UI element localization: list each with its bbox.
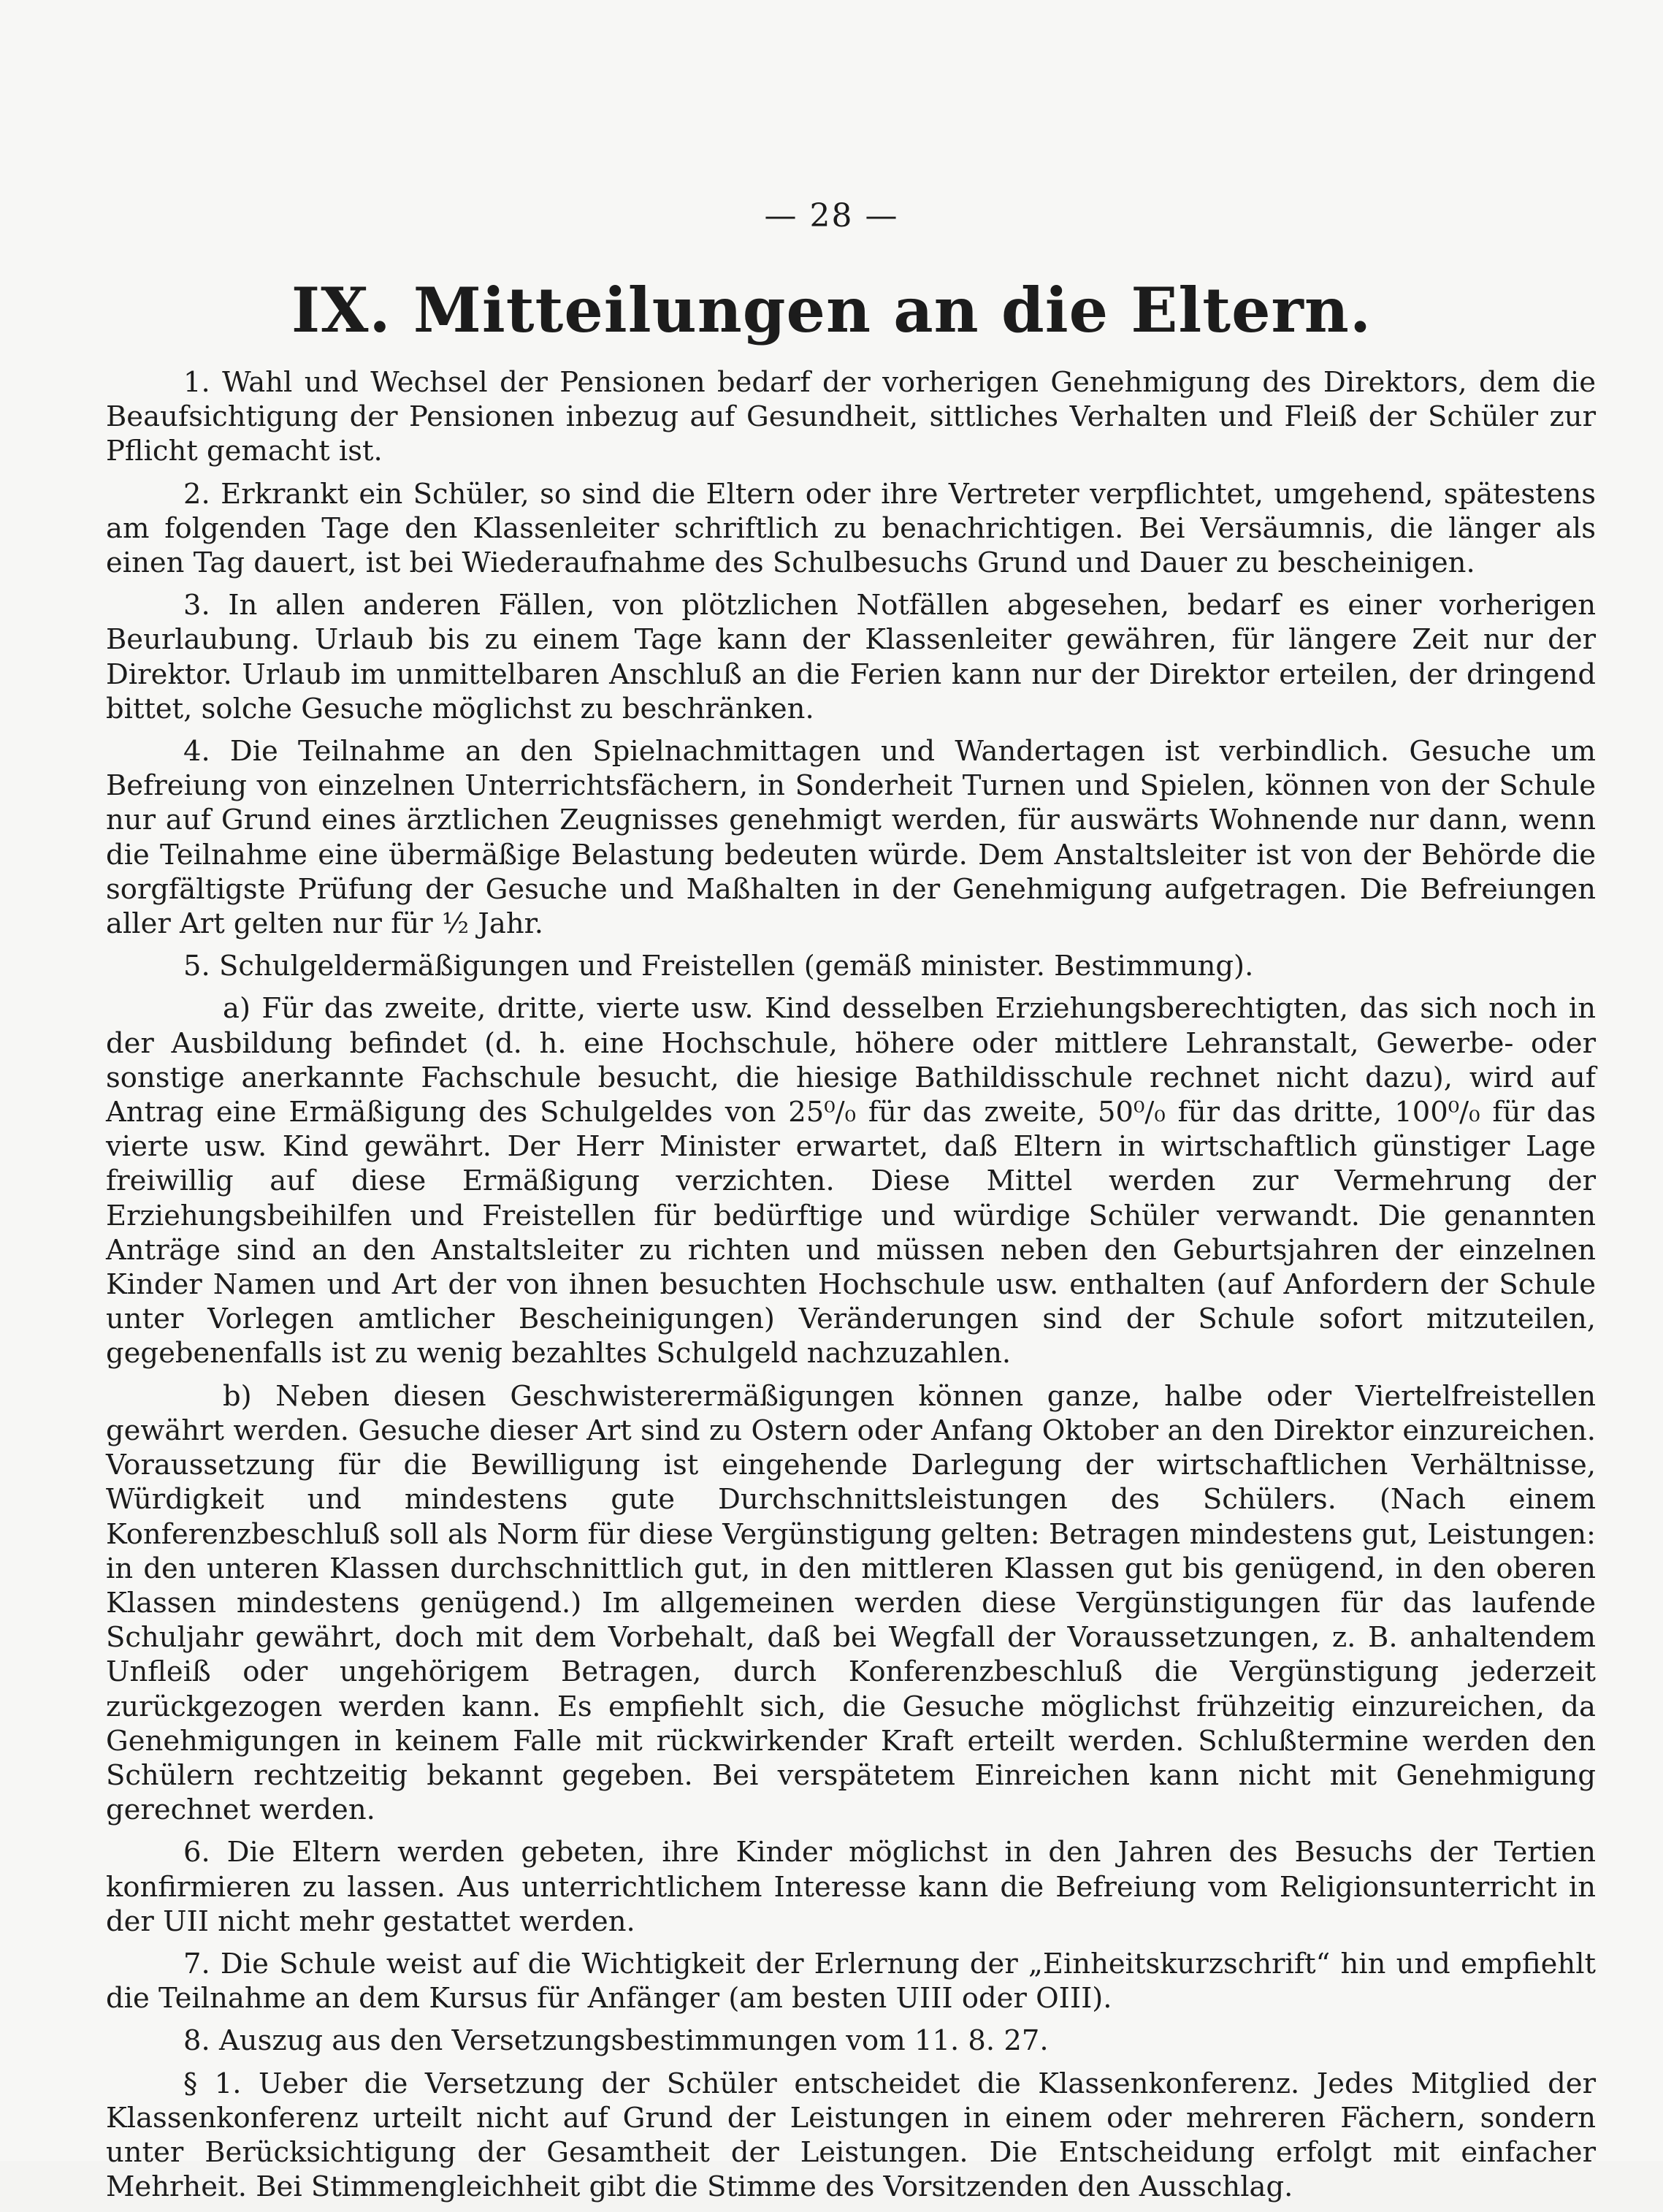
- paragraph-7-shorthand: 7. Die Schule weist auf die Wichtigkeit der Erlernung der „Einheitskurzschrift“ hin und empfiehlt die Teilnahme an dem Kursus für Anfänger (am besten UIII oder OIII).: [106, 1947, 1596, 2015]
- body-text: [106, 365, 1596, 2212]
- paragraph-5-fee-reductions: 5. Schulgeldermäßigungen und Freistellen (gemäß minister. Bestimmung).: [183, 950, 1254, 983]
- paragraph-4-exemptions: 4. Die Teilnahme an den Spielnachmittagen und Wandertagen ist verbindlich. Gesuche um Befreiung von einzelnen Unterrichtsfächern, in Sonderheit Turnen und Spielen, können von der Schule nur auf Grund eines ärztlichen Zeugnisses genehmigt werden, für auswärts Wohnende nur dann, wenn die Teilnahme eine übermäßige Belastung bedeuten würde. Dem Anstaltsleiter ist von der Behörde die sorgfältigste Prüfung der Gesuche und Maßhalten in der Genehmigung aufgetragen. Die Befreiungen aller Art gelten nur für ½ Jahr.: [106, 735, 1596, 941]
- page-title: IX. Mitteilungen an die Eltern.: [291, 274, 1372, 346]
- page-number: — 28 —: [764, 197, 899, 234]
- paragraph-5a-siblings: a) Für das zweite, dritte, vierte usw. Kind desselben Erziehungsberechtigten, das sich noch in der Ausbildung befindet (d. h. eine Hochschule, höhere oder mittlere Lehranstalt, Gewerbe- oder sonstige anerkannte Fachschule besucht, die hiesige Bathildisschule rechnet nicht dazu), wird auf Antrag eine Ermäßigung des Schulgeldes von 25⁰/₀ für das zweite, 50⁰/₀ für das dritte, 100⁰/₀ für das vierte usw. Kind gewährt. Der Herr Minister erwartet, daß Eltern in wirtschaftlich günstiger Lage freiwillig auf diese Ermäßigung verzichten. Diese Mittel werden zur Vermehrung der Erziehungsbeihilfen und Freistellen für bedürftige und würdige Schüler verwandt. Die genannten Anträge sind an den Anstaltsleiter zu richten und müssen neben den Geburtsjahren der einzelnen Kinder Namen und Art der von ihnen besuchten Hochschule usw. enthalten (auf Anfordern der Schule unter Vorlegen amtlicher Bescheinigungen) Veränderungen sind der Schule sofort mitzuteilen, gegebenenfalls ist zu wenig bezahltes Schulgeld nachzuzahlen.: [106, 992, 1596, 1370]
- paragraph-8-promotion-rules: 8. Auszug aus den Versetzungsbestimmungen vom 11. 8. 27.: [183, 2024, 1049, 2058]
- paragraph-section-1: § 1. Ueber die Versetzung der Schüler entscheidet die Klassenkonferenz. Jedes Mitglied der Klassenkonferenz urteilt nicht auf Grund der Leistungen in einem oder mehreren Fächern, sondern unter Berücksichtigung der Gesamtheit der Leistungen. Die Entscheidung erfolgt mit einfacher Mehrheit. Bei Stimmengleichheit gibt die Stimme des Vorsitzenden den Ausschlag.: [106, 2067, 1596, 2204]
- paragraph-1-pensions: 1. Wahl und Wechsel der Pensionen bedarf der vorherigen Genehmigung des Direktors, dem die Beaufsichtigung der Pensionen inbezug auf Gesundheit, sittliches Verhalten und Fleiß der Schüler zur Pflicht gemacht ist.: [106, 366, 1596, 468]
- paragraph-5b-free-places: b) Neben diesen Geschwisterermäßigungen können ganze, halbe oder Viertelfreistellen gewährt werden. Gesuche dieser Art sind zu Ostern oder Anfang Oktober an den Direktor einzureichen. Voraussetzung für die Bewilligung ist eingehende Darlegung der wirtschaftlichen Verhältnisse, Würdigkeit und mindestens gute Durchschnittsleistungen des Schülers. (Nach einem Konferenzbeschluß soll als Norm für diese Vergünstigung gelten: Betragen mindestens gut, Leistungen: in den unteren Klassen durchschnittlich gut, in den mittleren Klassen gut bis genügend, in den oberen Klassen mindestens genügend.) Im allgemeinen werden diese Vergünstigungen für das laufende Schuljahr gewährt, doch mit dem Vorbehalt, daß bei Wegfall der Voraussetzungen, z. B. anhaltendem Unfleiß oder ungehörigem Betragen, durch Konferenzbeschluß die Vergünstigung jederzeit zurückgezogen werden kann. Es empfiehlt sich, die Gesuche möglichst frühzeitig einzureichen, da Genehmigungen in keinem Falle mit rückwirkender Kraft erteilt werden. Schlußtermine werden den Schülern rechtzeitig bekannt gegeben. Bei verspätetem Einreichen kann nicht mit Genehmigung gerechnet werden.: [106, 1379, 1596, 1827]
- paragraph-6-confirmation: 6. Die Eltern werden gebeten, ihre Kinder möglichst in den Jahren des Besuchs der Tertien konfirmieren zu lassen. Aus unterrichtlichem Interesse kann die Befreiung vom Religionsunterricht in der UII nicht mehr gestattet werden.: [106, 1836, 1596, 1938]
- paragraph-3-leave: 3. In allen anderen Fällen, von plötzlichen Notfällen abgesehen, bedarf es einer vorherigen Beurlaubung. Urlaub bis zu einem Tage kann der Klassenleiter gewähren, für längere Zeit nur der Direktor. Urlaub im unmittelbaren Anschluß an die Ferien kann nur der Direktor erteilen, der dringend bittet, solche Gesuche möglichst zu beschränken.: [106, 589, 1596, 725]
- paragraph-2-illness: 2. Erkrankt ein Schüler, so sind die Eltern oder ihre Vertreter verpflichtet, umgehend, spätestens am folgenden Tage den Klassenleiter schriftlich zu benachrichtigen. Bei Versäumnis, die länger als einen Tag dauert, ist bei Wiederaufnahme des Schulbesuchs Grund und Dauer zu bescheinigen.: [106, 477, 1596, 580]
